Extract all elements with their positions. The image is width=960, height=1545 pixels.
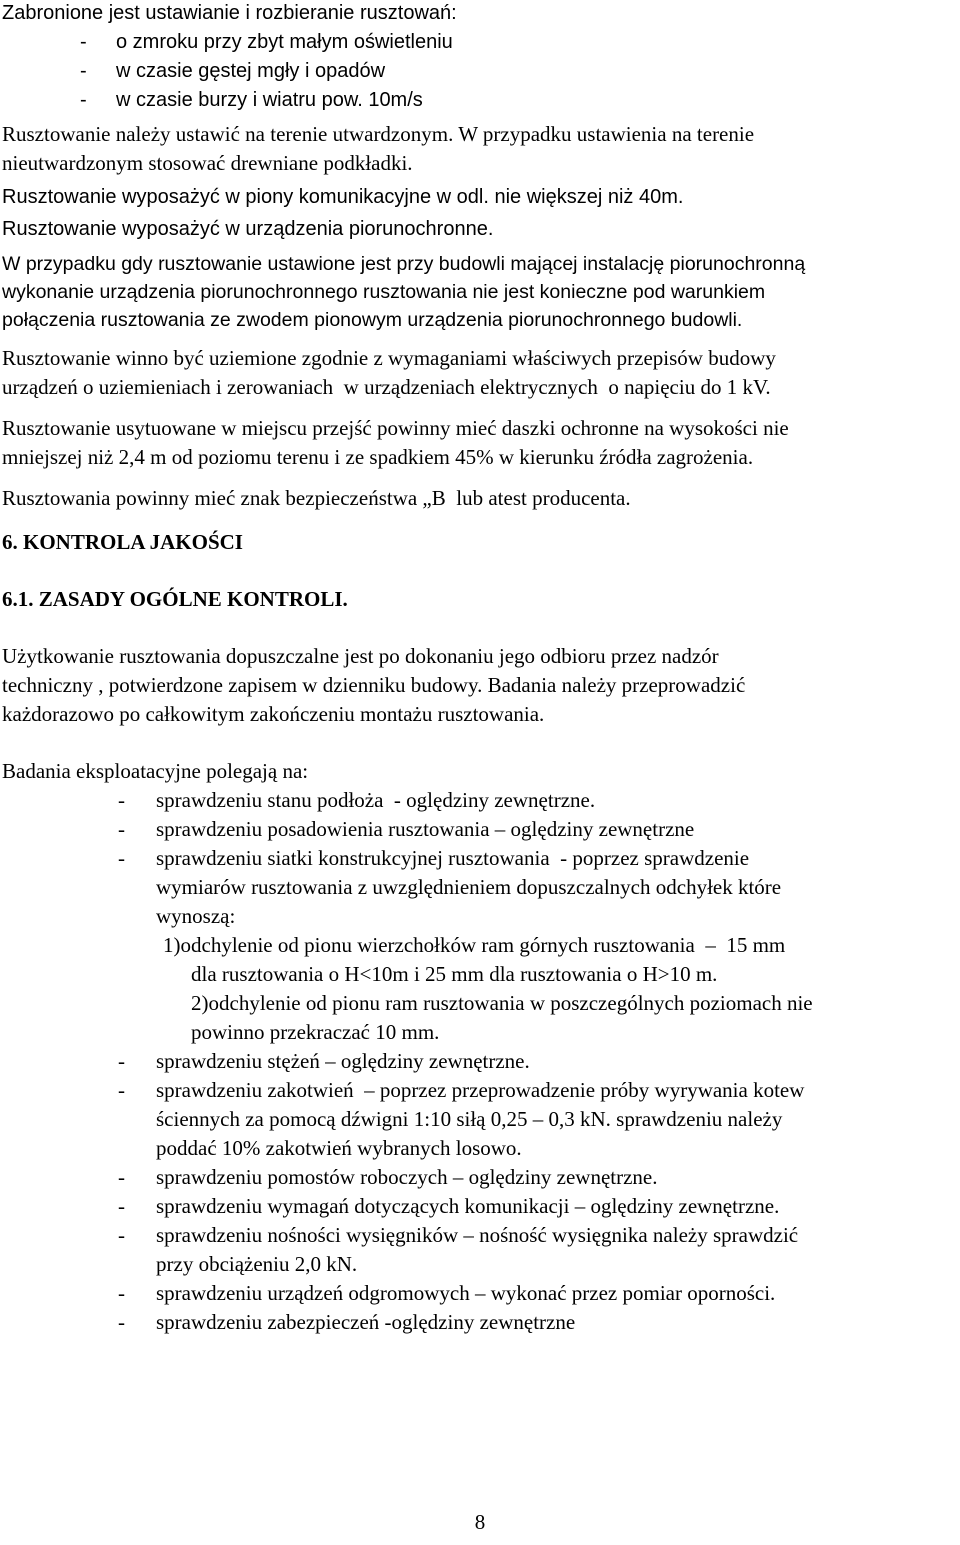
paragraph-line: Rusztowanie usytuowane w miejscu przejść powinny mieć daszki ochronne na wysokości nie: [2, 416, 789, 440]
paragraph-lightning: [2, 250, 958, 334]
condition-text: w czasie burzy i wiatru pow. 10m/s: [116, 89, 423, 111]
test-item-line: sprawdzeniu pomostów roboczych – oględziny zewnętrzne.: [156, 1165, 658, 1189]
test-item-line: sprawdzeniu stanu podłoża - oględziny zewnętrzne.: [156, 788, 596, 812]
paragraph-line: mniejszej niż 2,4 m od poziomu terenu i ze spadkiem 45% w kierunku źródła zagrożenia.: [2, 445, 754, 469]
test-item-line: ściennych za pomocą dźwigni 1:10 siłą 0,25 – 0,3 kN. sprawdzeniu należy: [156, 1107, 783, 1131]
intro-line-3: Rusztowanie wyposażyć w urządzenia piorunochronne.: [2, 218, 494, 240]
condition-text: w czasie gęstej mgły i opadów: [116, 60, 386, 82]
test-item-line: przy obciążeniu 2,0 kN.: [156, 1252, 358, 1276]
test-item-line: sprawdzeniu urządzeń odgromowych – wykonać przez pomiar oporności.: [156, 1281, 776, 1305]
test-item-line: sprawdzeniu zakotwień – poprzez przeprowadzenie próby wyrywania kotew: [156, 1078, 805, 1102]
paragraph-line: Użytkowanie rusztowania dopuszczalne jest po dokonaniu jego odbioru przez nadzór: [2, 644, 719, 668]
tests-list: [2, 786, 958, 1337]
intro-line-2: Rusztowanie wyposażyć w piony komunikacyjne w odl. nie większej niż 40m.: [2, 186, 684, 208]
test-item-line: sprawdzeniu nośności wysięgników – nośność wysięgnika należy sprawdzić: [156, 1223, 799, 1247]
paragraph-line: techniczny , potwierdzone zapisem w dzienniku budowy. Badania należy przeprowadzić: [2, 673, 746, 697]
dash-bullet: -: [118, 1223, 125, 1247]
paragraph-canopies: [2, 414, 958, 472]
dash-bullet: -: [118, 788, 125, 812]
test-item: [2, 1221, 958, 1279]
deviation-line: 2)odchylenie od pionu ram rusztowania w poszczególnych poziomach nie: [191, 991, 813, 1015]
intro-lead: Zabronione jest ustawianie i rozbieranie rusztowań:: [2, 2, 457, 24]
dash-bullet: -: [118, 1049, 125, 1073]
paragraph-line: każdorazowo po całkowitym zakończeniu montażu rusztowania.: [2, 702, 545, 726]
tests-lead: Badania eksploatacyjne polegają na:: [2, 759, 309, 783]
dash-bullet: -: [118, 817, 125, 841]
deviations: [2, 931, 958, 1047]
document-page: [2, 0, 958, 1337]
deviation-line: dla rusztowania o H<10m i 25 mm dla rusztowania o H>10 m.: [191, 962, 718, 986]
paragraph-line: Rusztowanie winno być uziemione zgodnie z wymaganiami właściwych przepisów budowy: [2, 346, 776, 370]
dash-bullet: -: [80, 89, 87, 111]
intro-line-1b: nieutwardzonym stosować drewniane podkładki.: [2, 151, 413, 175]
condition-item: [2, 86, 958, 115]
dash-bullet: -: [80, 31, 87, 53]
test-item: [2, 1076, 958, 1163]
test-item-line: wymiarów rusztowania z uwzględnieniem dopuszczalnych odchyłek które: [156, 875, 782, 899]
paragraph-line: wykonanie urządzenia piorunochronnego rusztowania nie jest konieczne pod warunkiem: [2, 281, 766, 303]
test-item: [2, 1279, 958, 1308]
test-item: [2, 1047, 958, 1076]
condition-text: o zmroku przy zbyt małym oświetleniu: [116, 31, 453, 53]
test-item-line: sprawdzeniu zabezpieczeń -oględziny zewnętrzne: [156, 1310, 576, 1334]
test-item-line: sprawdzeniu stężeń – oględziny zewnętrzne.: [156, 1049, 530, 1073]
dash-bullet: -: [118, 846, 125, 870]
intro-line-1a: Rusztowanie należy ustawić na terenie utwardzonym. W przypadku ustawienia na terenie: [2, 122, 755, 146]
intro-section: [2, 0, 958, 244]
test-item: [2, 1308, 958, 1337]
subsection-heading: 6.1. ZASADY OGÓLNE KONTROLI.: [2, 587, 348, 611]
test-item-line: sprawdzeniu posadowienia rusztowania – oględziny zewnętrzne: [156, 817, 695, 841]
paragraph-line: W przypadku gdy rusztowanie ustawione jest przy budowli mającej instalację piorunochronną: [2, 253, 806, 275]
condition-item: [2, 28, 958, 57]
test-item: [2, 1192, 958, 1221]
conditions-list: [2, 28, 958, 115]
dash-bullet: -: [80, 60, 87, 82]
section-heading: 6. KONTROLA JAKOŚCI: [2, 530, 243, 554]
test-item-line: sprawdzeniu wymagań dotyczących komunikacji – oględziny zewnętrzne.: [156, 1194, 780, 1218]
dash-bullet: -: [118, 1078, 125, 1102]
test-item-line: wynoszą:: [156, 904, 236, 928]
test-item: [2, 844, 958, 931]
tests-section: [2, 757, 958, 1337]
test-item-line: sprawdzeniu siatki konstrukcyjnej rusztowania - poprzez sprawdzenie: [156, 846, 750, 870]
dash-bullet: -: [118, 1194, 125, 1218]
test-item-line: poddać 10% zakotwień wybranych losowo.: [156, 1136, 522, 1160]
paragraph-usage: [2, 642, 958, 729]
condition-item: [2, 57, 958, 86]
dash-bullet: -: [118, 1310, 125, 1334]
paragraph-line: urządzeń o uziemieniach i zerowaniach w urządzeniach elektrycznych o napięciu do 1 kV.: [2, 375, 771, 399]
paragraph-safety-sign: Rusztowania powinny mieć znak bezpieczeństwa „B lub atest producenta.: [2, 486, 631, 510]
paragraph-line: połączenia rusztowania ze zwodem pionowym urządzenia piorunochronnego budowli.: [2, 309, 743, 331]
test-item: [2, 1163, 958, 1192]
deviation-line: powinno przekraczać 10 mm.: [191, 1020, 440, 1044]
paragraph-grounding: [2, 344, 958, 402]
test-item: [2, 815, 958, 844]
deviation-line: 1)odchylenie od pionu wierzchołków ram górnych rusztowania – 15 mm: [163, 933, 786, 957]
dash-bullet: -: [118, 1281, 125, 1305]
test-item: [2, 786, 958, 815]
page-number: 8: [474, 1510, 486, 1534]
dash-bullet: -: [118, 1165, 125, 1189]
